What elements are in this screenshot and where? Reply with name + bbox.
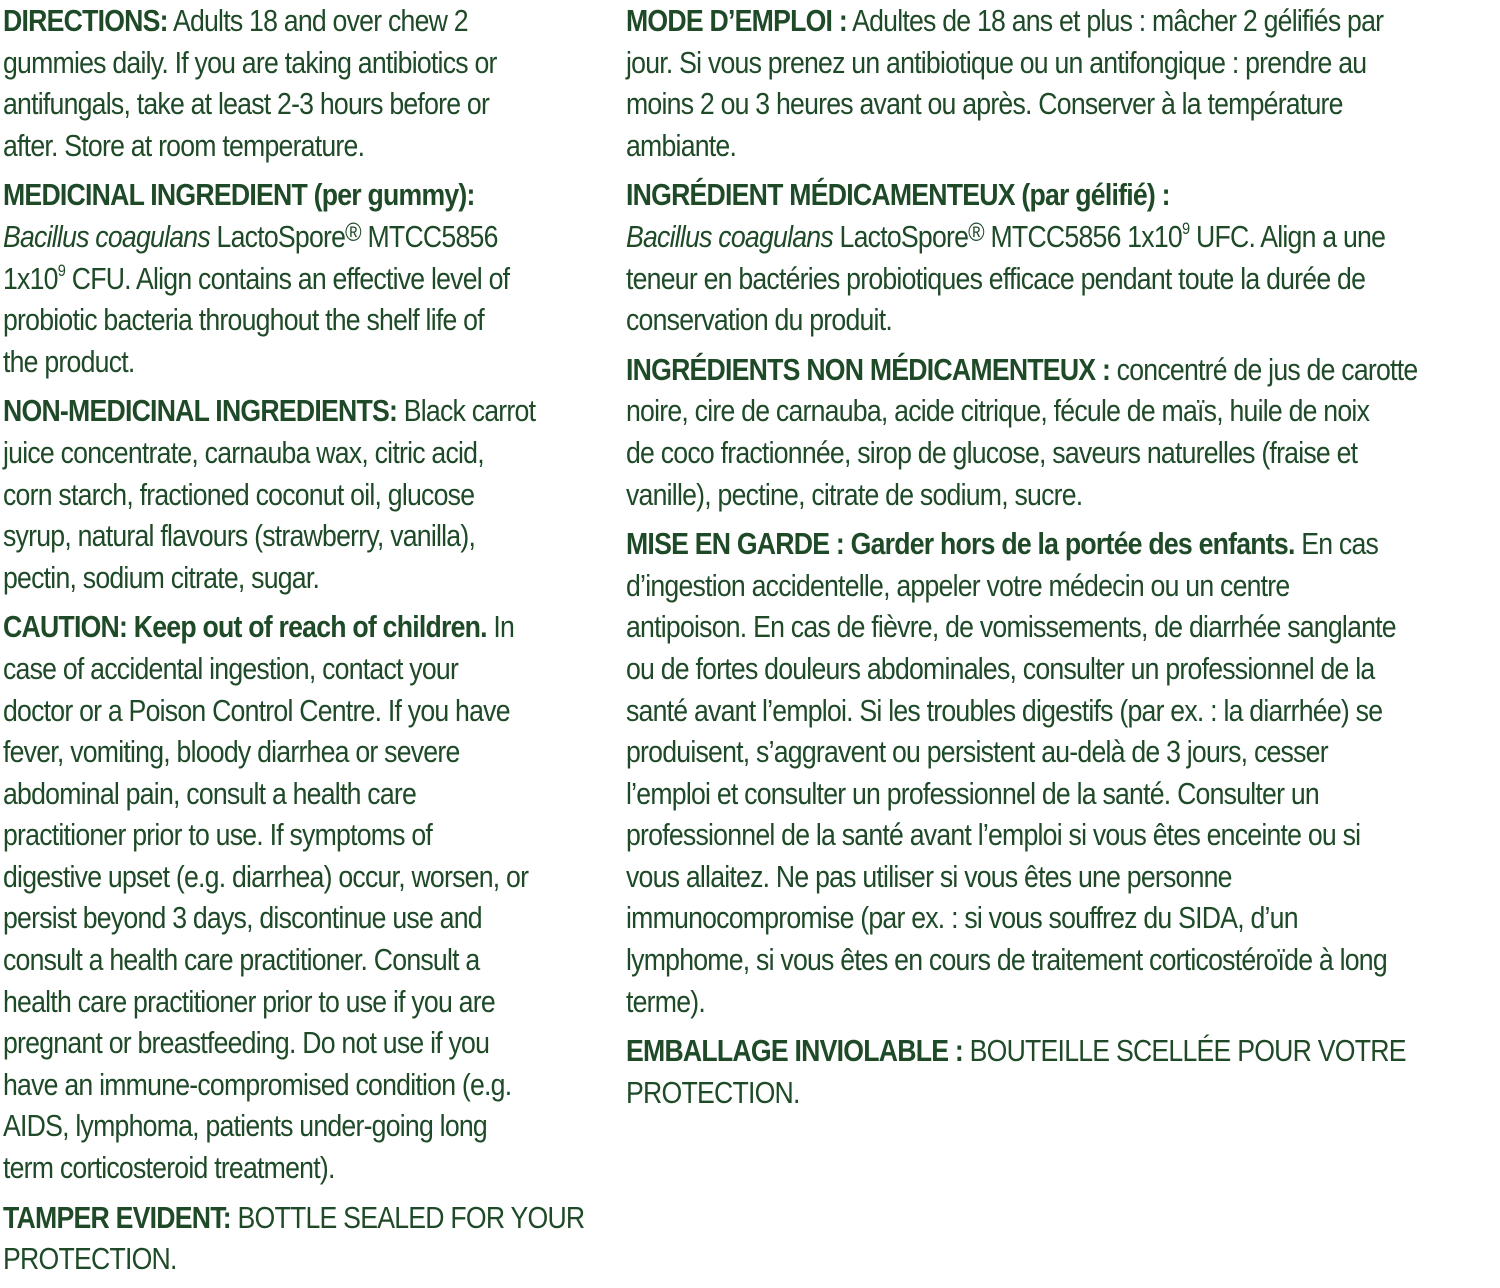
tamper-section <box>3 1197 609 1280</box>
mode-emploi-section <box>626 0 1500 166</box>
directions-text: Adults 18 and over chew 2 <box>167 3 468 38</box>
directions-text: antifungals, take at least 2-3 hours before or <box>3 86 490 122</box>
non-medicinal-text: concentré de jus de carotte <box>1110 351 1418 387</box>
non-medicinal-text: corn starch, fractioned coconut oil, glucose <box>3 476 475 512</box>
non-medicinal-text: syrup, natural flavours (strawberry, vanilla), <box>3 518 476 554</box>
emballage-heading: EMBALLAGE INVIOLABLE : <box>626 1033 963 1069</box>
directions-section <box>3 0 609 166</box>
caution-text: have an immune-compromised condition (e.g. <box>3 1066 512 1102</box>
medicinal-text: conservation du produit. <box>626 302 892 338</box>
registered-mark: ® <box>345 216 361 247</box>
registered-mark: ® <box>968 216 984 247</box>
directions-heading: DIRECTIONS: <box>3 3 168 38</box>
species-name: Bacillus coagulans <box>3 218 210 254</box>
non-medicinal-text: juice concentrate, carnauba wax, citric acid, <box>3 434 484 470</box>
caution-text: consult a health care practitioner. Consult a <box>3 942 480 978</box>
medicinal-text: UFC. Align a une <box>1189 218 1386 254</box>
mise-en-garde-heading: MISE EN GARDE : Garder hors de la portée des enfants. <box>626 526 1295 562</box>
tamper-text: PROTECTION. <box>3 1241 177 1277</box>
medicinal-text: teneur en bactéries probiotiques efficace pendant toute la durée de <box>626 260 1366 296</box>
caution-text: abdominal pain, consult a health care <box>3 775 417 811</box>
medicinal-text: the product. <box>3 343 135 379</box>
non-medicinal-heading: NON-MEDICINAL INGREDIENTS: <box>3 393 398 429</box>
mode-emploi-text: ambiante. <box>626 127 737 163</box>
mode-emploi-text: moins 2 ou 3 heures avant ou après. Conserver à la température <box>626 86 1343 122</box>
strain-code: MTCC5856 1x10 <box>983 218 1182 254</box>
ingredient-medicamenteux-section <box>626 174 1500 340</box>
cfu-exponent: 9 <box>57 260 66 280</box>
caution-text: health care practitioner prior to use if you are <box>3 983 495 1019</box>
strain-name: LactoSpore <box>832 218 969 254</box>
directions-text: after. Store at room temperature. <box>3 127 365 163</box>
medicinal-ingredient-heading: MEDICINAL INGREDIENT (per gummy): <box>3 177 475 213</box>
caution-text: AIDS, lymphoma, patients under-going long <box>3 1108 487 1144</box>
tamper-text: BOUTEILLE SCELLÉE POUR VOTRE <box>962 1033 1406 1069</box>
caution-text: In <box>486 609 515 645</box>
caution-text: practitioner prior to use. If symptoms of <box>3 817 433 853</box>
tamper-text: BOTTLE SEALED FOR YOUR <box>230 1199 585 1235</box>
mise-en-garde-section <box>626 523 1500 1022</box>
emballage-section <box>626 1030 1500 1113</box>
caution-text: ou de fortes douleurs abdominales, consulter un professionnel de la <box>626 650 1375 686</box>
caution-text: case of accidental ingestion, contact your <box>3 650 459 686</box>
non-medicinal-text: noire, cire de carnauba, acide citrique, fécule de maïs, huile de noix <box>626 393 1370 429</box>
caution-heading: CAUTION: Keep out of reach of children. <box>3 609 487 645</box>
tamper-text: PROTECTION. <box>626 1074 800 1110</box>
caution-text: l’emploi et consulter un professionnel de la santé. Consulter un <box>626 775 1319 811</box>
caution-text: digestive upset (e.g. diarrhea) occur, worsen, or <box>3 858 529 894</box>
directions-text: gummies daily. If you are taking antibiotics or <box>3 44 497 80</box>
caution-text: immunocompromise (par ex. : si vous souffrez du SIDA, d’un <box>626 900 1298 936</box>
medicinal-text: CFU. Align contains an effective level of <box>65 260 510 296</box>
mode-emploi-heading: MODE D’EMPLOI : <box>626 3 847 38</box>
tamper-heading: TAMPER EVIDENT: <box>3 1199 231 1235</box>
caution-text: fever, vomiting, bloody diarrhea or severe <box>3 734 460 770</box>
ingredient-medicamenteux-heading: INGRÉDIENT MÉDICAMENTEUX (par gélifié) : <box>626 177 1170 213</box>
caution-text: santé avant l’emploi. Si les troubles digestifs (par ex. : la diarrhée) se <box>626 692 1383 728</box>
caution-text: d’ingestion accidentelle, appeler votre médecin ou un centre <box>626 567 1290 603</box>
french-column <box>626 0 1500 1121</box>
caution-text: vous allaitez. Ne pas utiliser si vous êtes une personne <box>626 858 1232 894</box>
caution-text: En cas <box>1294 526 1379 562</box>
ingredients-non-medicamenteux-section <box>626 349 1500 515</box>
caution-text: produisent, s’aggravent ou persistent au-delà de 3 jours, cesser <box>626 734 1328 770</box>
medicinal-text: probiotic bacteria throughout the shelf life of <box>3 302 484 338</box>
medicinal-ingredient-section <box>3 174 609 382</box>
mode-emploi-text: Adultes de 18 ans et plus : mâcher 2 gélifiés par <box>846 3 1384 38</box>
non-medicinal-section <box>3 390 609 598</box>
caution-text: doctor or a Poison Control Centre. If you have <box>3 692 510 728</box>
cfu-exponent: 9 <box>1181 218 1190 238</box>
caution-text: lymphome, si vous êtes en cours de traitement corticostéroïde à long <box>626 942 1387 978</box>
strain-name: LactoSpore <box>209 218 346 254</box>
non-medicinal-text: Black carrot <box>397 393 536 429</box>
mode-emploi-text: jour. Si vous prenez un antibiotique ou un antifongique : prendre au <box>626 44 1367 80</box>
caution-text: persist beyond 3 days, discontinue use and <box>3 900 482 936</box>
non-medicinal-text: pectin, sodium citrate, sugar. <box>3 559 320 595</box>
non-medicinal-text: de coco fractionnée, sirop de glucose, saveurs naturelles (fraise et <box>626 434 1358 470</box>
ingredients-non-medicamenteux-heading: INGRÉDIENTS NON MÉDICAMENTEUX : <box>626 351 1111 387</box>
caution-text: terme). <box>626 983 706 1019</box>
caution-section <box>3 606 609 1188</box>
cfu-base: 1x10 <box>3 260 58 296</box>
english-column <box>3 0 609 1288</box>
caution-text: pregnant or breastfeeding. Do not use if you <box>3 1025 490 1061</box>
caution-text: term corticosteroid treatment). <box>3 1150 335 1186</box>
caution-text: antipoison. En cas de fièvre, de vomissements, de diarrhée sanglante <box>626 609 1396 645</box>
strain-code: MTCC5856 <box>360 218 498 254</box>
non-medicinal-text: vanille), pectine, citrate de sodium, sucre. <box>626 476 1083 512</box>
caution-text: professionnel de la santé avant l’emploi si vous êtes enceinte ou si <box>626 817 1361 853</box>
species-name: Bacillus coagulans <box>626 218 833 254</box>
